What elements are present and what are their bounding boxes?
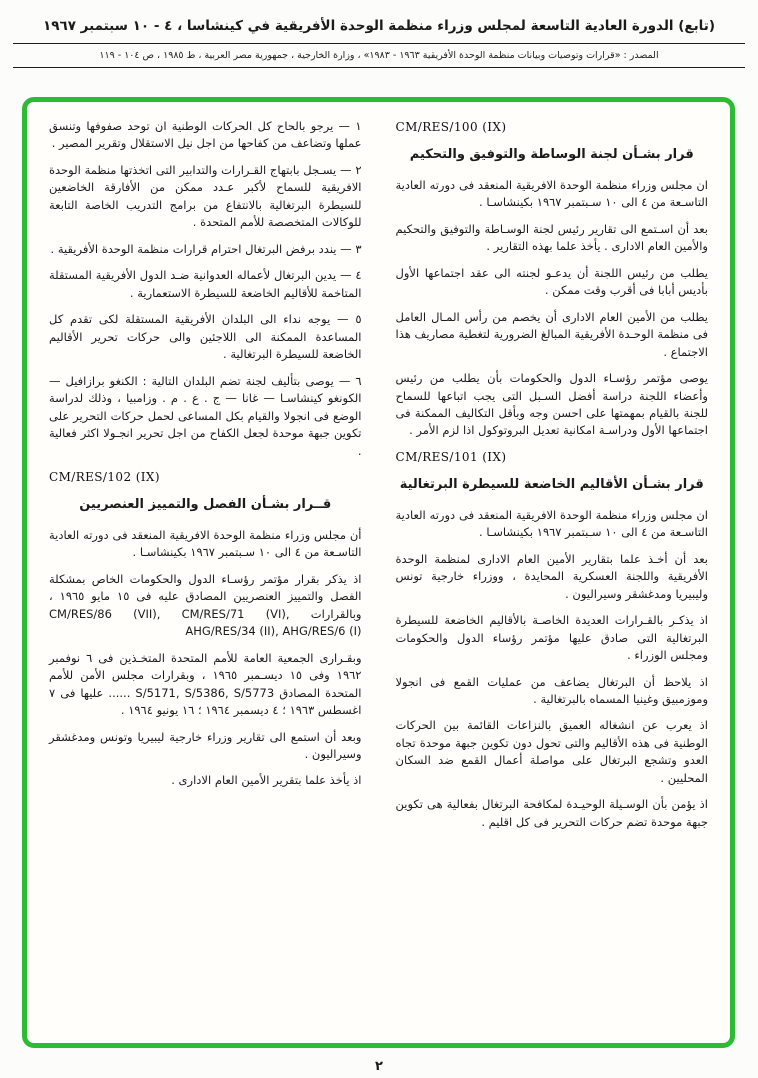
paragraph: اذ يذكـر بالقـرارات العديدة الخاصـة بالأقاليم الخاضعة للسيطرة البرتغالية التى صادق عليها مؤتمر رؤساء الدول والحكومات ومجلس الوزراء . — [395, 613, 708, 663]
paragraph: بعد أن اسـتمع الى تقارير رئيس لجنة الوسـاطة والتوفيق والتحكيم والأمين العام الادارى . يأخذ علما بهذه التقارير . — [395, 221, 708, 254]
resolution-title-100: قرار بشـأن لجنة الوساطة والتوفيق والتحكيم — [409, 147, 694, 162]
paragraph: وبعد أن استمع الى تقارير وزراء خارجية ليبيريا وتونس ومدغشقر وسيراليون . — [49, 729, 362, 761]
paragraph: اذ يعرب عن انشغاله العميق بالنزاعات القائمة بين الحركات الوطنية فى هذه الأقاليم والتى تحول دون تكوين جبهة موحدة تجاه العدو وتشجع البرتغال على مواصلة أعمال القمع ضد السكان المحليين . — [395, 718, 708, 785]
resolution-title-102: قــرار بشـأن الفصل والتمييز العنصريين — [79, 496, 332, 512]
paragraph: اذ يذكر بقرار مؤتمر رؤسـاء الدول والحكومات الخاص بمشكلة الفصل والتمييز العنصريين المصادق عليه فى ١٥ مايو ١٩٦٥ ، وبالقرارات CM/RES/86 (VII), CM/RES/71 (VI), AHG/RES/34 (II), AHG/RES/6 (I) — [49, 571, 362, 639]
page-number: ٢ — [375, 1059, 383, 1074]
paragraph: أن مجلس وزراء منظمة الوحدة الافريقية المنعقد فى دورته العادية التاسـعة من ٤ الى ١٠ سـبتمبر ١٩٦٧ بكينشاسـا . — [49, 527, 362, 560]
resolution-code-102: CM/RES/102 (IX) — [49, 469, 160, 484]
paragraph: اذ يلاحظ أن البرتغال يضاعف من عمليات القمع فى انجولا وموزمبيق وغينيا المسماه بالبرتغالية . — [395, 674, 708, 706]
content-frame — [22, 97, 735, 1048]
paragraph: اذ يؤمن بأن الوسـيلة الوحيـدة لمكافحة البرتغال بفعالية هى تكوين جبهة موحدة تضم حركات التحرير فى كل اقليم . — [395, 797, 708, 829]
paragraph: ان مجلس وزراء منظمة الوحدة الافريقية المنعقد فى دورته العادية التاسـعة من ٤ الى ١٠ سـبتمبر ١٩٦٧ بكينشاسـا . — [395, 507, 708, 540]
numbered-item-2: ٢ — يسـجل بابتهاج القـرارات والتدابير التى اتخذتها منظمة الوحدة الافريقية للسماح لأكبر عـدد ممكن من الأفارقة الخاضعين للسيطرة البرتغالية بالانتفاع من برامج التدريب الخاصة التابعة للوكالات المتخصصة للأمم المتحدة . — [49, 162, 362, 230]
resolution-code-100: CM/RES/100 (IX) — [395, 120, 507, 134]
resolution-code-101: CM/RES/101 (IX) — [395, 449, 507, 464]
numbered-item-4: ٤ — يدين البرتغال لأعماله العدوانية ضـد الدول الأفريقية المستقلة المتاخمة للأقاليم الخاضعة للسيطرة الاستعمارية . — [49, 268, 362, 300]
paragraph: يطلب من الأمين العام الادارى أن يخصم من رأس المـال العامل فى منظمة الوحـدة الأفريقية المبالغ الضرورية لتغطية مصاريف هذا الاجتماع . — [395, 309, 708, 359]
paragraph: اذ يأخذ علما بتقرير الأمين العام الادارى . — [171, 773, 362, 788]
paragraph: بعد أن أخـذ علما بتقارير الأمين العام الادارى لمنظمة الوحدة الأفريقية واللجنة العسكرية المحايدة ، ووزراء خارجية تونس وليبيريا ومدغشقر وسيراليون . — [395, 551, 708, 601]
numbered-item-1: ١ — يرجو بالحاح كل الحركات الوطنية ان توحد صفوفها وتنسق عملها وتضاعف من كفاحها من اجل نيل الاستقلال وتقرير المصير . — [49, 119, 362, 151]
document-title: (تابع) الدورة العادية التاسعة لمجلس وزراء منظمة الوحدة الأفريقية في كينشاسا ، ٤ - ١٠ سبتمبر ١٩٦٧ — [43, 18, 715, 34]
numbered-item-6: ٦ — يوصى بتأليف لجنة تضم البلدان التالية : الكنغو برازافيل — الكونغو كينشاسـا — غانا — ج . ع . م . وزامبيا ، وذلك لدراسة الوضع فى انجولا والقيام بكل المساعى لحمل حركات التحرير على تكوين جبهة موحدة لجعل الكفاح من اجل تحرير انجـولا اكثر فعالية . — [49, 373, 362, 458]
paragraph: وبقـرارى الجمعية العامة للأمم المتحدة المتخـذين فى ٦ نوفمبر ١٩٦٢ وفى ١٥ ديسـمبر ١٩٦٥ ، وبقرارات مجلس الأمن للأمم المتحدة المصادق S/5171, S/5386, S/5773 ...... عليها فى ٧ اغسطس ١٩٦٣ ؛ ٤ ديسمبر ١٩٦٤ ؛ ١٦ يونيو ١٩٦٤ . — [49, 650, 362, 718]
column-right — [396, 118, 709, 1031]
paragraph: يطلب من رئيس اللجنة أن يدعـو لجنته الى عقد اجتماعها الأول بأديس أبابا فى أقرب وقت ممكن . — [395, 265, 708, 298]
numbered-item-3: ٣ — يندد برفض البرتغال احترام قرارات منظمة الوحدة الأفريقية . — [50, 241, 362, 256]
page-header — [0, 0, 758, 68]
column-left — [49, 118, 362, 1031]
resolution-title-101: قرار بشـأن الأقاليم الخاضعة للسيطرة البرتغالية — [399, 476, 704, 492]
paragraph: يوصى مؤتمر رؤسـاء الدول والحكومات بأن يطلب من رئيس وأعضاء اللجنة دراسة أفضل السـبل التى يجب اتباعها للسماح للجنة بالقيام بمهمتها على احسن وجه وبأقل التكاليف الممكنة فى اجتماعها الأول ودراسـة امكانية تعديل البروتوكول اذا لزم الأمر . — [395, 371, 708, 438]
header-divider-top — [13, 43, 745, 44]
header-divider-bottom — [13, 67, 745, 68]
numbered-item-5: ٥ — يوجه نداء الى البلدان الأفريقية المستقلة لكى تقدم كل المساعدة الممكنة الى اللاجئين والى حركات تحرير الأقاليم الخاضعة للسيطرة البرتغالية . — [49, 312, 362, 362]
paragraph: ان مجلس وزراء منظمة الوحدة الافريقية المنعقد فى دورته العادية التاسـعة من ٤ الى ١٠ سـبتمبر ١٩٦٧ بكينشاسـا . — [395, 177, 708, 210]
source-citation: المصدر : «قرارات وتوصيات وبيانات منظمة الوحدة الأفريقية ١٩٦٣ - ١٩٨٣» ، وزارة الخارجية ، جمهورية مصر العربية ، ط ١٩٨٥ ، ص ١٠٤ - ١١٩ — [99, 50, 659, 61]
